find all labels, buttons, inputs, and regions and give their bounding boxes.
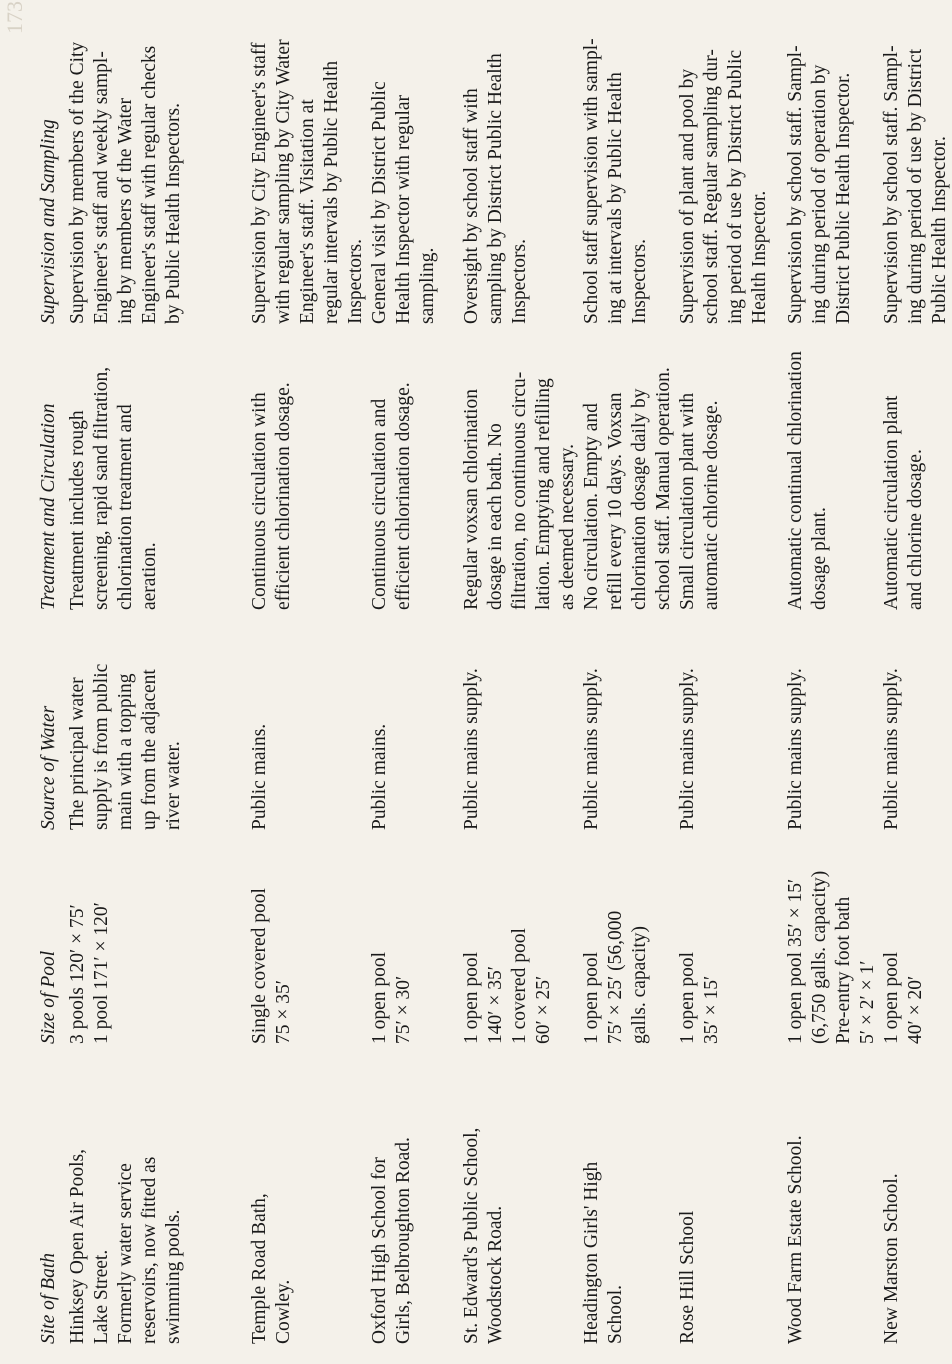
- supervision-cell: Supervision by members of the City Engineer's staff and weekly sampl- ing by members of the Water Engineer's staff with regular checks by Public Health Inspectors.: [67, 41, 184, 324]
- treatment-cell: Regular voxsan chlorination dosage in each bath. No filtration, no continuous circu- lation. Emptying and refilling as deemed necessary.: [461, 371, 578, 610]
- site-cell: Hinksey Open Air Pools, Lake Street. Formerly water service reservoirs, now fitted as swimming pools.: [67, 1149, 184, 1344]
- site-cell: Headington Girls' High School.: [581, 1161, 626, 1344]
- header-row: [38, 24, 66, 1344]
- header-size: Size of Pool: [38, 950, 59, 1044]
- supervision-cell: Supervision of plant and pool by school staff. Regular sampling dur- ing period of use by District Public Health Inspector.: [677, 49, 770, 324]
- size-cell: 1 open pool 75′ × 30′: [369, 951, 414, 1044]
- header-site: Site of Bath: [38, 1253, 59, 1344]
- source-cell: Public mains supply.: [581, 668, 602, 830]
- source-cell: The principal water supply is from public main with a topping up from the adjacent river water.: [67, 663, 184, 830]
- header-supervision: Supervision and Sampling: [38, 119, 59, 324]
- table-row: [248, 24, 368, 1344]
- supervision-cell: School staff supervision with sampl- ing at intervals by Public Health Inspectors.: [581, 38, 650, 324]
- treatment-cell: Small circulation plant with automatic chlorine dosage.: [677, 392, 722, 610]
- treatment-cell: No circulation. Empty and refill every 10 days. Voxsan chlorination dosage daily by school staff. Manual operation.: [581, 367, 674, 610]
- treatment-cell: Continuous circulation with efficient chlorination dosage.: [249, 382, 294, 610]
- size-cell: 1 open pool 35′ × 15′ (6,750 galls. capacity) Pre-entry foot bath 5′ × 2′ × 1′: [785, 870, 878, 1044]
- source-cell: Public mains supply.: [677, 668, 698, 830]
- source-cell: Public mains supply.: [785, 668, 806, 830]
- site-cell: Temple Road Bath, Cowley.: [249, 1193, 294, 1344]
- size-cell: Single covered pool 75 × 35′: [249, 888, 294, 1044]
- site-cell: Wood Farm Estate School.: [785, 1135, 806, 1344]
- size-cell: 1 open pool 40′ × 20′: [881, 951, 926, 1044]
- treatment-cell: Automatic circulation plant and chlorine dosage.: [881, 395, 926, 610]
- supervision-cell: Supervision by school staff. Sampl- ing during period of operation by District Public Health Inspector.: [785, 45, 854, 324]
- site-cell: St. Edward's Public School, Woodstock Road.: [461, 1127, 506, 1344]
- supervision-cell: Oversight by school staff with sampling by District Public Health Inspectors.: [461, 53, 530, 324]
- supervision-cell: Supervision by City Engineer's staff with regular sampling by City Water Engineer's staff. Visitation at regular intervals by Public Health Inspectors.: [249, 39, 366, 324]
- site-cell: Rose Hill School: [677, 1210, 698, 1344]
- header-source: Source of Water: [38, 705, 59, 830]
- treatment-cell: Continuous circulation and efficient chlorination dosage.: [369, 382, 414, 610]
- table-row: [580, 24, 676, 1344]
- supervision-cell: Supervision by school staff. Sampl- ing during period of use by District Public Health Inspector.: [881, 45, 950, 324]
- table-row: [460, 24, 580, 1344]
- treatment-cell: Automatic continual chlorination dosage plant.: [785, 351, 830, 610]
- page-number: 173: [2, 1, 27, 34]
- size-cell: 1 open pool 75′ × 25′ (56,000 galls. capacity): [581, 910, 650, 1044]
- treatment-cell: Treatment includes rough screening, rapid sand filtration, chlorination treatment and aeration.: [67, 366, 160, 610]
- site-cell: New Marston School.: [881, 1173, 902, 1344]
- table-row: [368, 24, 460, 1344]
- source-cell: Public mains.: [249, 723, 270, 830]
- table-row: [784, 24, 880, 1344]
- table-row: [676, 24, 784, 1344]
- table-row: [880, 24, 952, 1344]
- source-cell: Public mains supply.: [881, 668, 902, 830]
- header-treatment: Treatment and Circulation: [38, 403, 59, 610]
- size-cell: 3 pools 120′ × 75′ 1 pool 171′ × 120′: [67, 902, 112, 1044]
- size-cell: 1 open pool 35′ × 15′: [677, 951, 722, 1044]
- source-cell: Public mains.: [369, 723, 390, 830]
- table-row: [66, 24, 248, 1344]
- source-cell: Public mains supply.: [461, 668, 482, 830]
- swimming-baths-table: [38, 24, 952, 1344]
- supervision-cell: General visit by District Public Health Inspector with regular sampling.: [369, 81, 438, 324]
- site-cell: Oxford High School for Girls, Belbroughton Road.: [369, 1137, 414, 1344]
- size-cell: 1 open pool 140′ × 35′ 1 covered pool 60′ × 25′: [461, 928, 554, 1044]
